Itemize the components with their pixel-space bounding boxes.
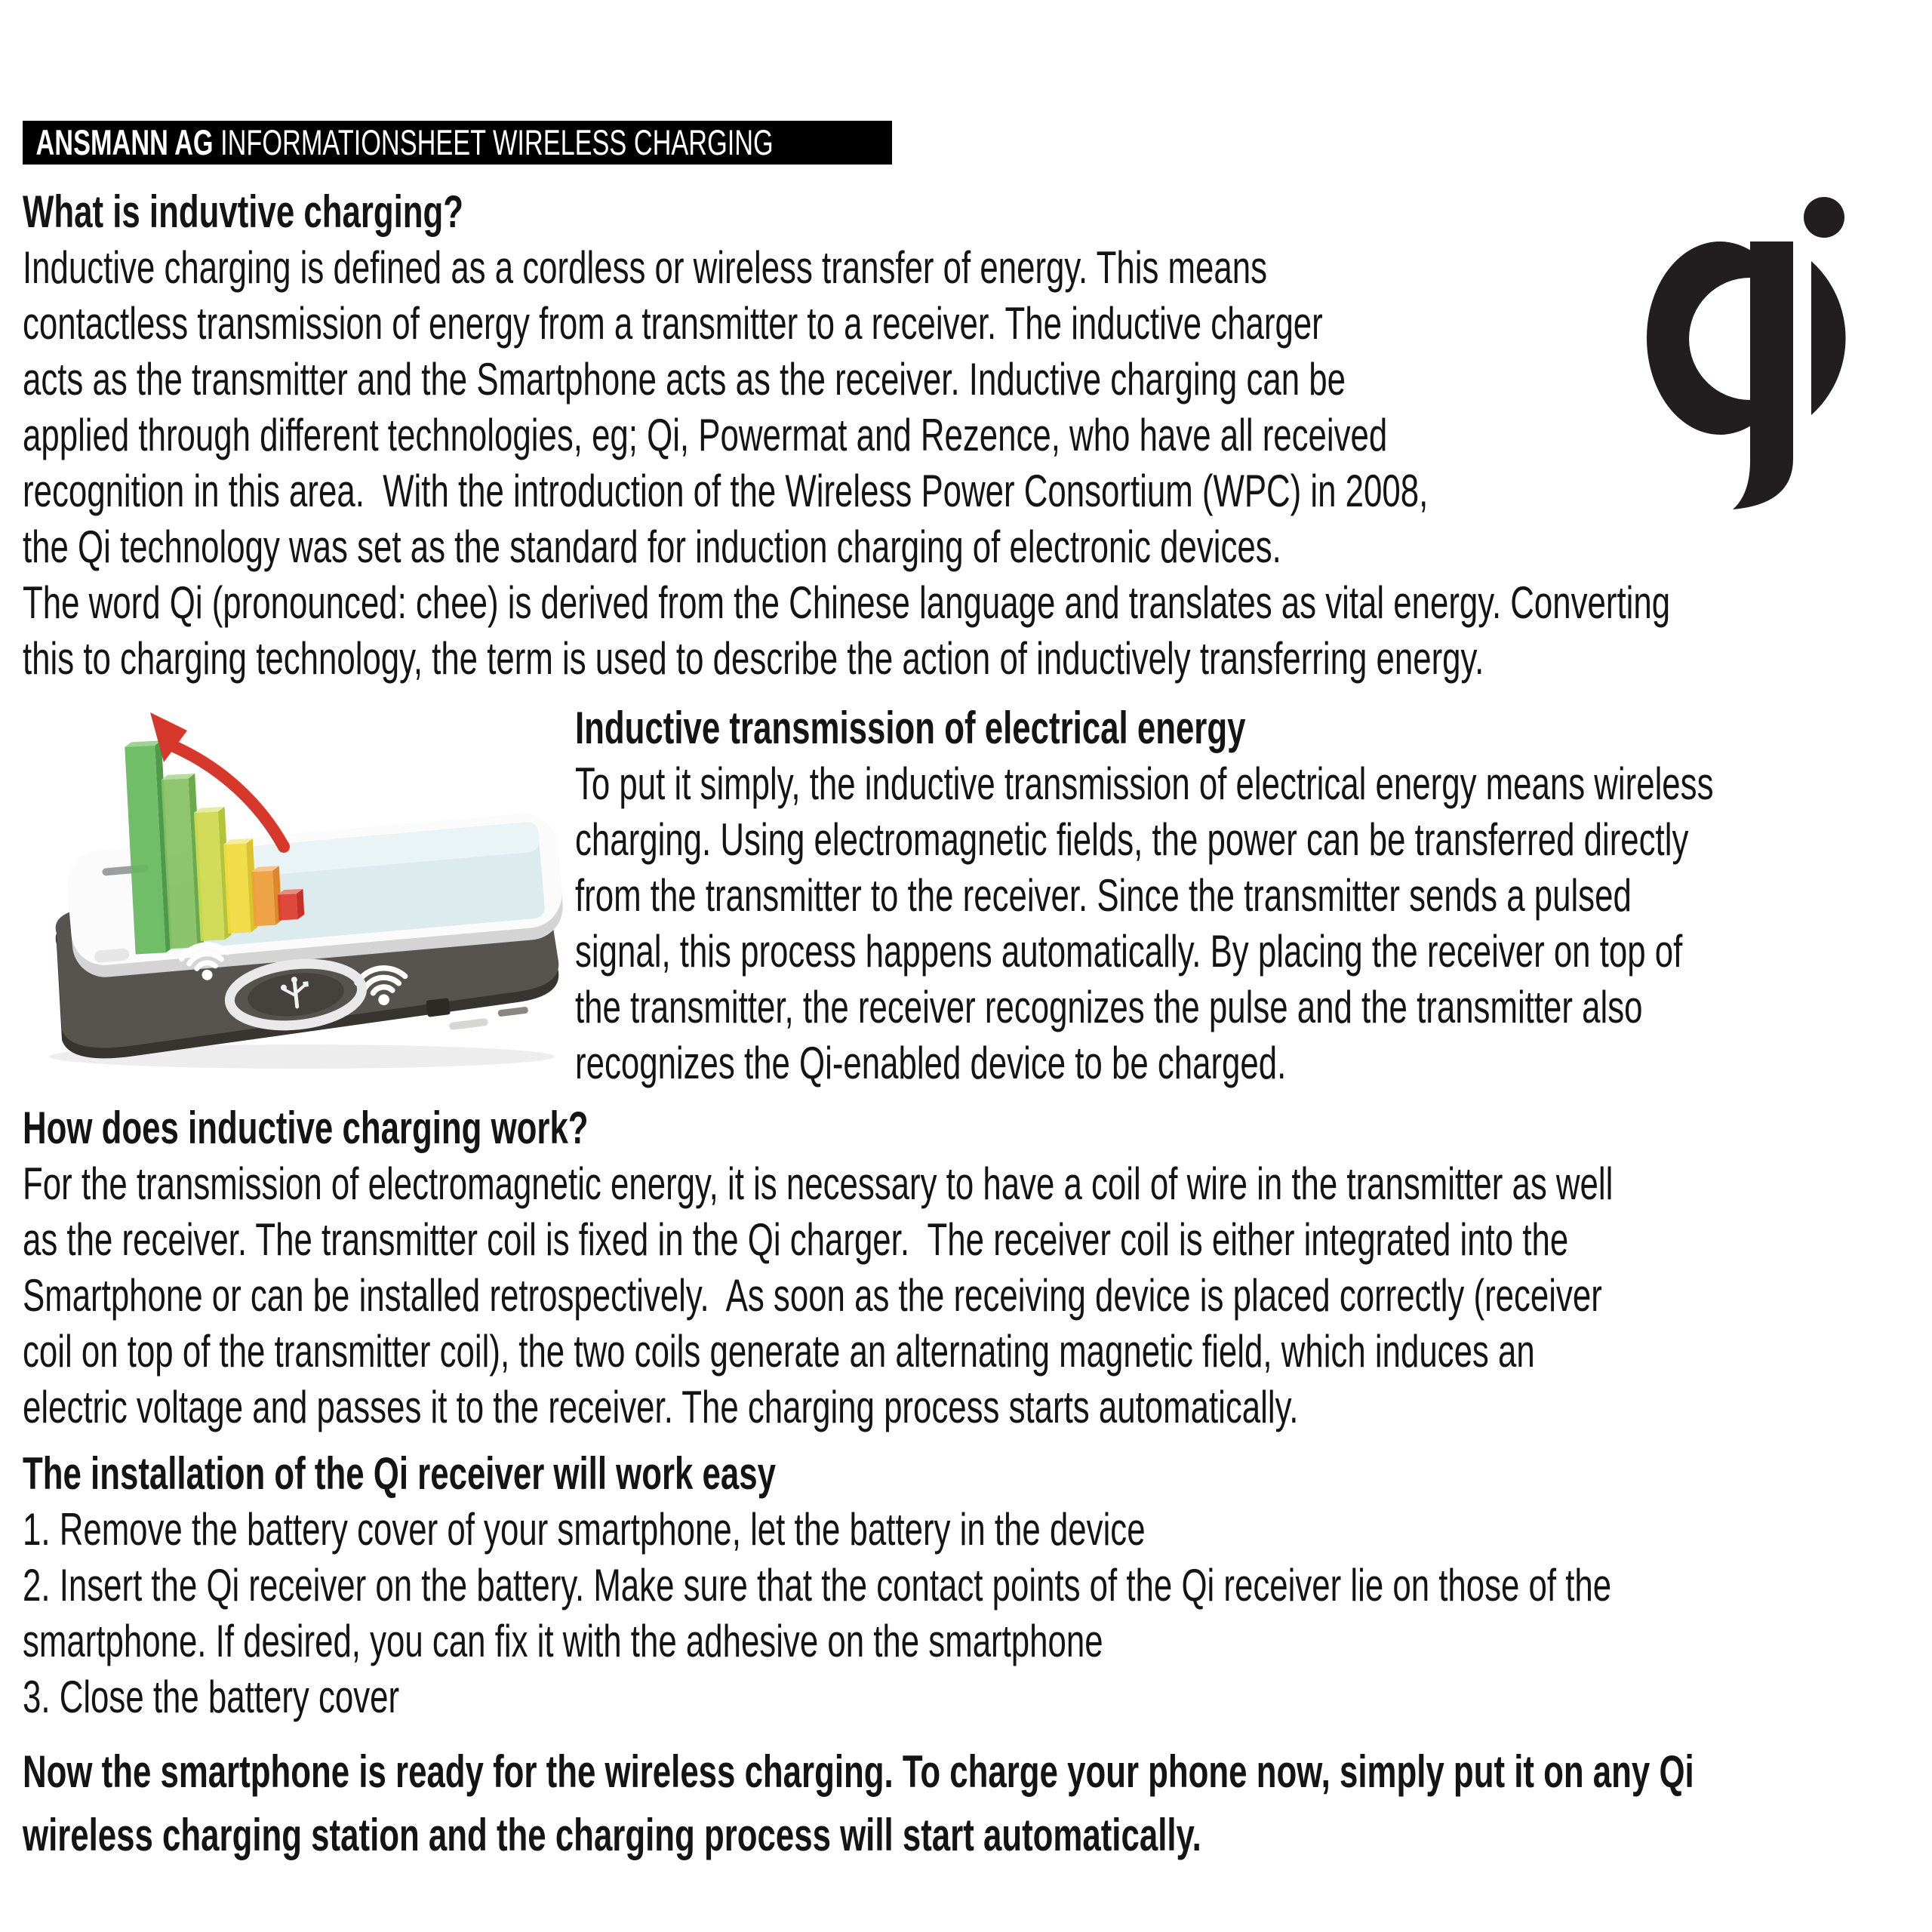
- section-what-is-inductive-charging: [23, 184, 1932, 687]
- body-line: electric voltage and passes it to the receiver. The charging process starts automatically.: [23, 1382, 1299, 1432]
- body-line: contactless transmission of energy from a transmitter to a receiver. The inductive charger: [23, 298, 1323, 349]
- section-how-it-works: [23, 1100, 1932, 1435]
- body-line: recognition in this area. With the introduction of the Wireless Power Consortium (WPC) in 2008,: [23, 466, 1429, 516]
- pad-port-slit: [448, 1018, 488, 1030]
- list-item: smartphone. If desired, you can fix it with the adhesive on the smartphone: [23, 1616, 1103, 1666]
- closing-line: Now the smartphone is ready for the wireless charging. To charge your phone now, simply put it on any Qi: [23, 1746, 1694, 1797]
- body-line: recognizes the Qi-enabled device to be charged.: [575, 1038, 1287, 1088]
- body-line: from the transmitter to the receiver. Since the transmitter sends a pulsed: [575, 870, 1632, 921]
- list-item: 2. Insert the Qi receiver on the battery. Make sure that the contact points of the Qi receiver lie on those of the: [23, 1560, 1612, 1611]
- pad-connector: [426, 998, 450, 1017]
- body-line: applied through different technologies, eg; Qi, Powermat and Rezence, who have all received: [23, 410, 1388, 460]
- body-line: the transmitter, the receiver recognizes the pulse and the transmitter also: [575, 982, 1643, 1032]
- section-installation-steps: [23, 1446, 1932, 1725]
- body-line: signal, this process happens automatically. By placing the receiver on top of: [575, 926, 1683, 977]
- closing-line: wireless charging station and the charging process will start automatically.: [23, 1810, 1201, 1860]
- section-inductive-transmission: [575, 700, 1932, 1091]
- illustration-wireless-charging: [15, 696, 574, 1073]
- body-line: For the transmission of electromagnetic energy, it is necessary to have a coil of wire in the transmitter as well: [23, 1158, 1614, 1209]
- section-heading: What is induvtive charging?: [23, 186, 464, 237]
- body-line: Smartphone or can be installed retrospectively. As soon as the receiving device is placed correctly (receiver: [23, 1270, 1602, 1321]
- section-closing-note: [23, 1740, 1932, 1867]
- list-item: 1. Remove the battery cover of your smartphone, let the battery in the device: [23, 1504, 1146, 1555]
- body-line: acts as the transmitter and the Smartphone acts as the receiver. Inductive charging can be: [23, 354, 1346, 405]
- section-heading: Inductive transmission of electrical energy: [575, 703, 1246, 753]
- body-line: To put it simply, the inductive transmission of electrical energy means wireless: [575, 758, 1714, 809]
- section-heading: The installation of the Qi receiver will work easy: [23, 1448, 776, 1499]
- header-bar-text: [23, 121, 774, 165]
- brand-name: ANSMANN AG: [35, 122, 214, 162]
- pad-port-slit: [497, 1007, 528, 1017]
- body-line: The word Qi (pronounced: chee) is derived from the Chinese language and translates as vital energy. Converting: [23, 577, 1671, 628]
- header-title: INFORMATIONSHEET WIRELESS CHARGING: [220, 122, 774, 162]
- body-line: coil on top of the transmitter coil), the two coils generate an alternating magnetic field, which induces an: [23, 1326, 1535, 1377]
- body-line: as the receiver. The transmitter coil is fixed in the Qi charger. The receiver coil is either integrated into the: [23, 1214, 1569, 1265]
- body-line: the Qi technology was set as the standard for induction charging of electronic devices.: [23, 521, 1281, 572]
- section-heading: How does inductive charging work?: [23, 1103, 589, 1153]
- header-bar: [23, 121, 892, 165]
- body-line: this to charging technology, the term is used to describe the action of inductively transferring energy.: [23, 633, 1484, 684]
- list-item: 3. Close the battery cover: [23, 1672, 400, 1722]
- body-line: Inductive charging is defined as a cordless or wireless transfer of energy. This means: [23, 242, 1267, 293]
- body-line: charging. Using electromagnetic fields, the power can be transferred directly: [575, 814, 1689, 865]
